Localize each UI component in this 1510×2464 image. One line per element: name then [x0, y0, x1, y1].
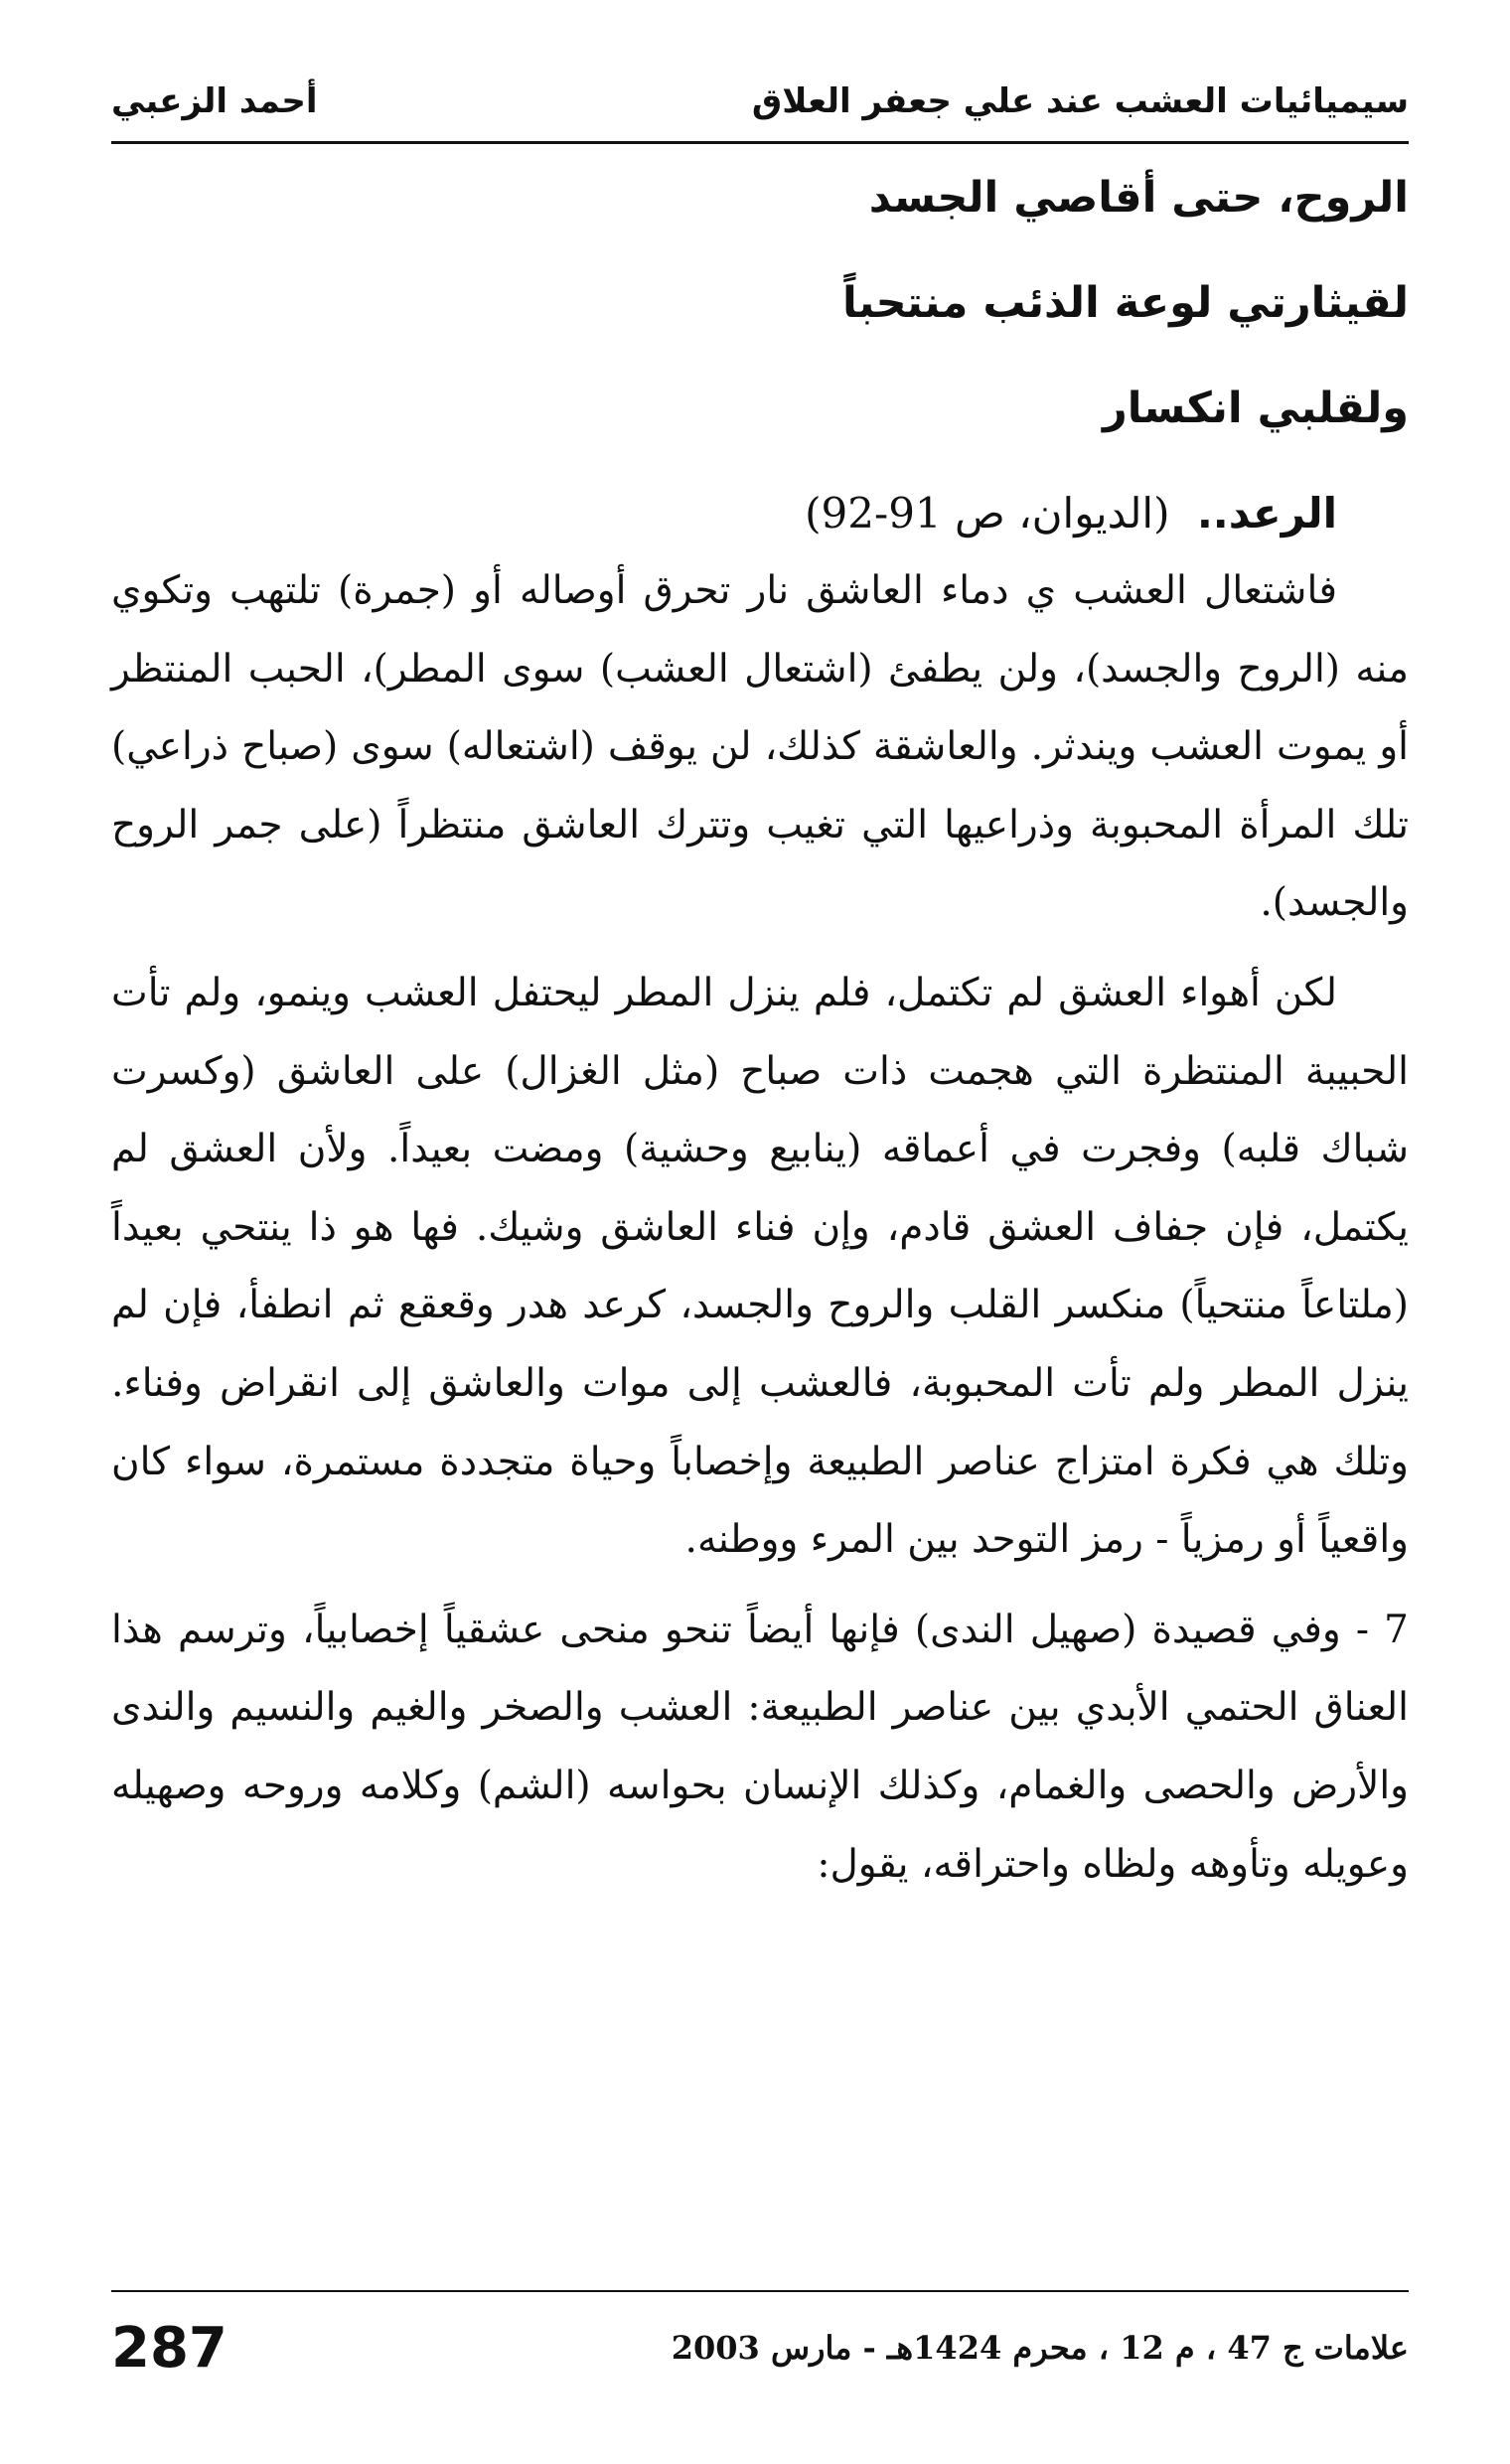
verse-line-with-citation [111, 485, 1409, 542]
verse-word: الرعد.. [1196, 489, 1337, 538]
verse-line: لقيثارتي لوعة الذئب منتحباً [841, 278, 1409, 328]
paragraph: فاشتعال العشب ي دماء العاشق نار تحرق أوصاله أو (جمرة) تلتهب وتكوي منه (الروح والجسد)، ولن يطفئ (اشتعال العشب) سوى المطر)، الحبب المنتظر أو يموت العشب ويندثر. والعاشقة كذلك، لن يوقف (اشتعاله) سوى (صباح ذراعي) تلك المرأة المحبوبة وذراعيها التي تغيب وتترك العاشق منتظراً (على جمر الروح والجسد). [111, 568, 1409, 926]
footer-rule [111, 2290, 1409, 2292]
journal-citation: علامات ج 47 ، م 12 ، محرم 1424هـ - مارس 2003 [671, 2329, 1409, 2367]
running-header [111, 62, 1409, 141]
article-body [111, 169, 1409, 1916]
running-title: سيميائيات العشب عند علي جعفر العلاق [751, 81, 1409, 121]
paragraph: 7 - وفي قصيدة (صهيل الندى) فإنها أيضاً تنحو منحى عشقياً إخصابياً، وترسم هذا العناق الحتمي الأبدي بين عناصر الطبيعة: العشب والصخر والغيم والنسيم والندى والأرض والحصى والغمام، وكذلك الإنسان بحواسه (الشم) وكلامه وروحه وصهيله وعويله وتأوهه ولظاه واحتراقه، يقول: [111, 1607, 1409, 1887]
citation: (الديوان، ص 91-92) [805, 489, 1170, 538]
running-author: أحمد الزعبي [111, 81, 318, 121]
header-rule [111, 141, 1409, 144]
verse-line: ولقلبي انكسار [1103, 384, 1409, 433]
page-footer [111, 2303, 1409, 2392]
verse-line: الروح، حتى أقاصي الجسد [868, 173, 1409, 223]
paragraph: لكن أهواء العشق لم تكتمل، فلم ينزل المطر ليحتفل العشب وينمو، ولم تأت الحبيبة المنتظرة التي هجمت ذات صباح (مثل الغزال) على العاشق (وكسرت شباك قلبه) وفجرت في أعماقه (ينابيع وحشية) ومضت بعيداً. ولأن العشق لم يكتمل، فإن جفاف العشق قادم، وإن فناء العاشق وشيك. فها هو ذا ينتحي بعيداً (ملتاعاً منتحياً) منكسر القلب والروح والجسد، كرعد هدر وقعقع ثم انطفأ، فإن لم ينزل المطر ولم تأت المحبوبة، فالعشب إلى موات والعاشق إلى انقراض وفناء. وتلك هي فكرة امتزاج عناصر الطبيعة وإخصاباً وحياة متجددة مستمرة، سواء كان واقعياً أو رمزياً - رمز التوحد بين المرء ووطنه. [111, 970, 1409, 1563]
page-number: 287 [111, 2315, 227, 2381]
